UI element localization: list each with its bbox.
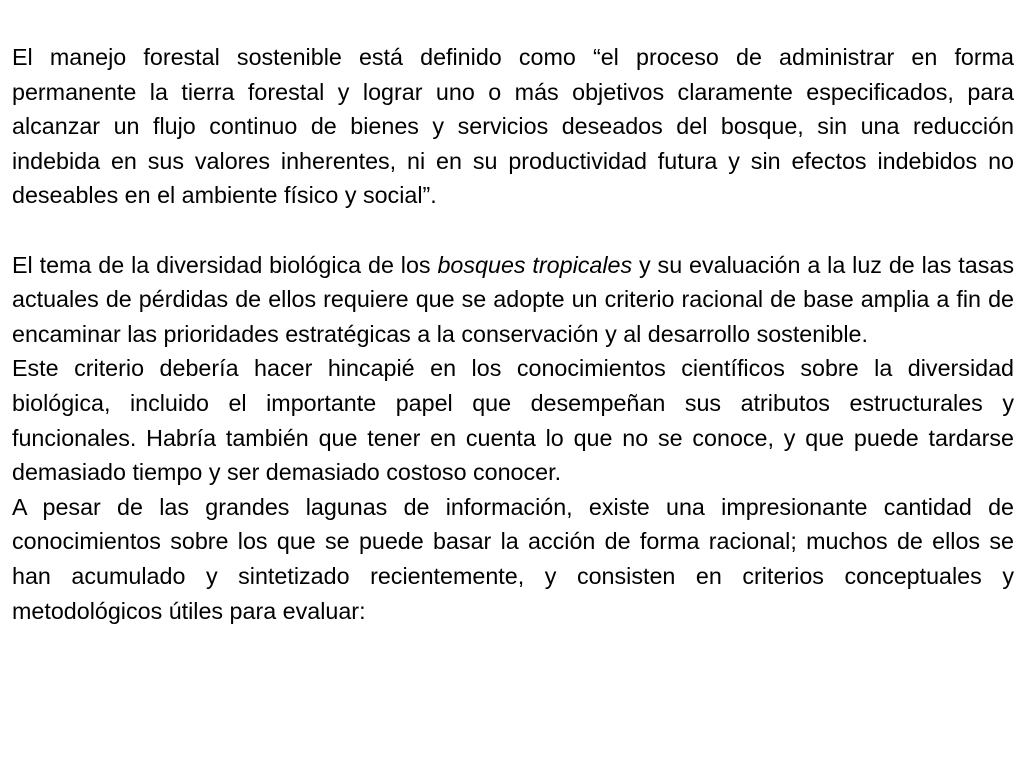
paragraph-definition: El manejo forestal sostenible está definido como “el proceso de administrar en forma permanente la tierra forestal y lograr uno o más objetivos claramente especificados, para alcanzar un flujo continuo de bienes y servicios deseados del bosque, sin una reducción indebida en sus valores inherentes, ni en su productividad futura y sin efectos indebidos no deseables en el ambiente físico y social”. xyxy=(12,44,1014,209)
paragraph-spacer xyxy=(12,213,1014,248)
italic-term: bosques tropicales xyxy=(437,251,633,278)
paragraph-diversity xyxy=(12,248,1014,352)
paragraph-knowledge: A pesar de las grandes lagunas de información, existe una impresionante cantidad de conocimientos sobre los que se puede basar la acción de forma racional; muchos de ellos se han acumulado y sintetizado recientemente, y consisten en criterios conceptuales y metodológicos útiles para evaluar: xyxy=(12,493,1014,624)
paragraph-diversity-end: y su evaluación a la luz de las tasas actuales de pérdidas de ellos requiere que se adopte un criterio racional de base amplia a fin de encaminar las prioridades estratégicas a la conservación y al desarrollo sostenible. xyxy=(12,251,1014,347)
slide-text-body xyxy=(12,40,1014,628)
paragraph-criterion: Este criterio debería hacer hincapié en los conocimientos científicos sobre la diversidad biológica, incluido el importante papel que desempeñan sus atributos estructurales y funcionales. Habría también que tener en cuenta lo que no se conoce, y que puede tardarse demasiado tiempo y ser demasiado costoso conocer. xyxy=(12,355,1014,486)
paragraph-diversity-start: El tema de la diversidad biológica de los xyxy=(12,251,438,278)
